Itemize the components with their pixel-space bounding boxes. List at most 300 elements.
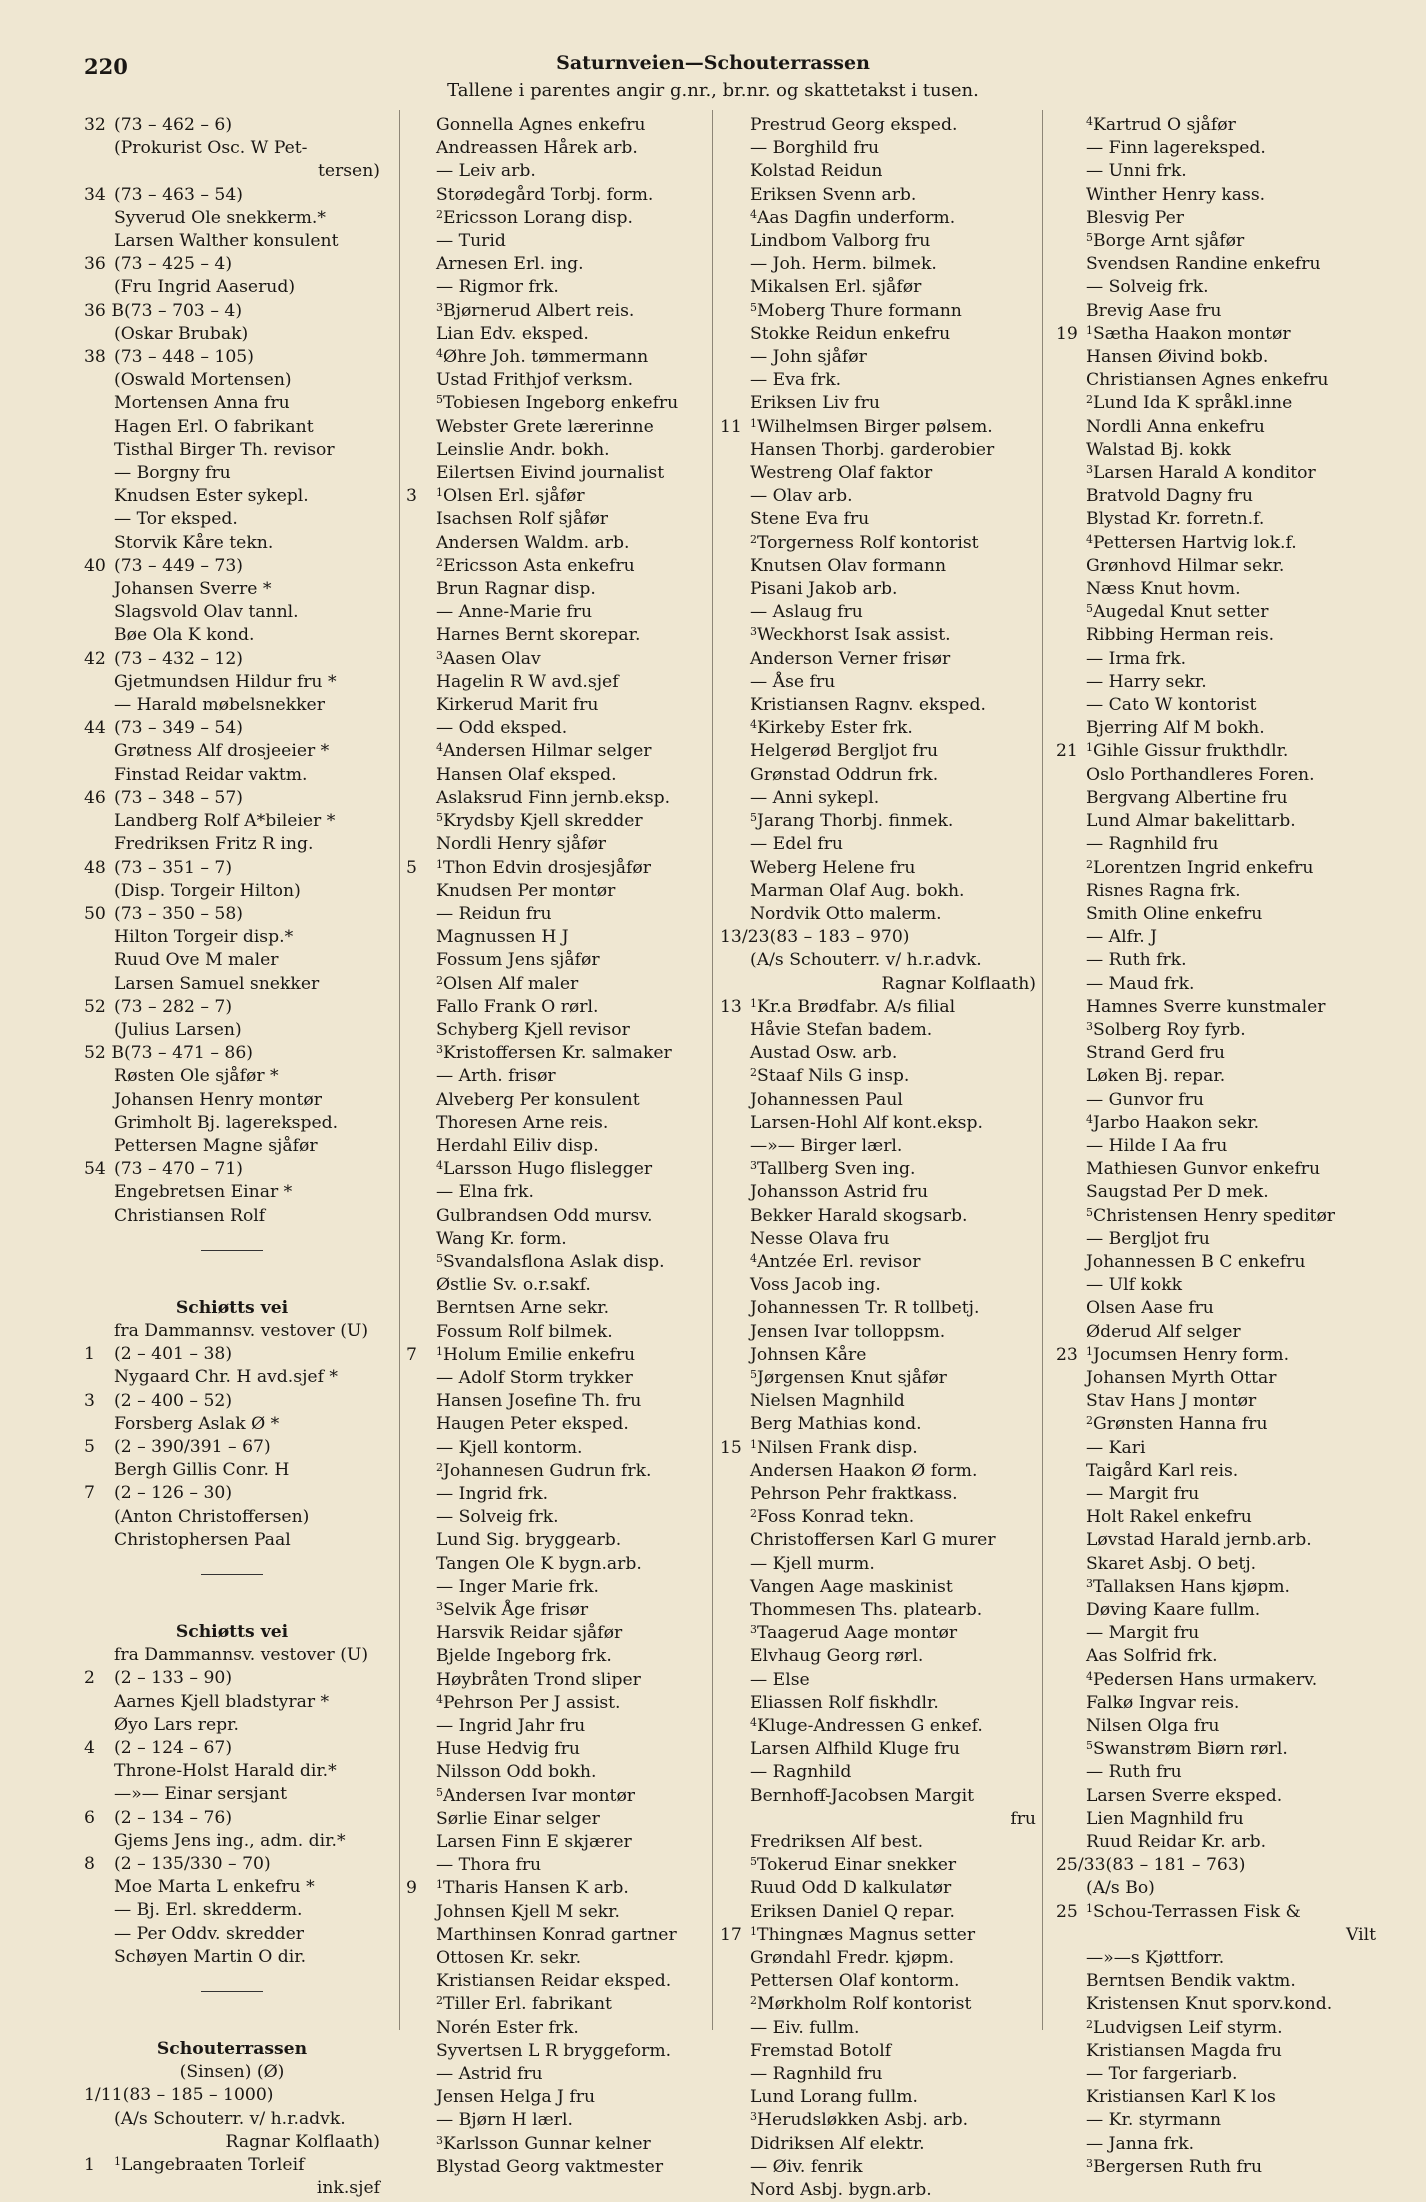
entry-text: Fremstad Botolf [750, 2040, 892, 2061]
resident-entry [720, 717, 1036, 740]
resident-entry [1056, 2086, 1376, 2109]
address-entry [1056, 1854, 1376, 1877]
resident-entry [406, 578, 698, 601]
entry-text: Foss Konrad tekn. [757, 1507, 915, 1528]
floor-number: 5 [1086, 1739, 1093, 1753]
entry-text: Lund Sig. bryggearb. [436, 1530, 622, 1551]
resident-entry [406, 160, 698, 183]
resident-entry [1056, 1692, 1376, 1715]
address-entry [84, 1158, 380, 1181]
resident-entry [1056, 2156, 1376, 2179]
floor-number: 2 [750, 532, 757, 546]
entry-line: (Prokurist Osc. W Pet- [114, 138, 308, 159]
entry-text: — Elna frk. [436, 1182, 534, 1203]
entry-text: Marman Olaf Aug. bokh. [750, 880, 965, 901]
entry-text: Aasen Olav [443, 648, 541, 669]
entry-text: (73 – 349 – 54) [114, 718, 243, 739]
address-entry [84, 1436, 380, 1459]
resident-entry [720, 578, 1036, 601]
entry-text: Norén Ester frk. [436, 2017, 579, 2038]
resident-entry [1056, 1529, 1376, 1552]
resident-entry [406, 903, 698, 926]
entry-text: Sørlie Einar selger [436, 1808, 600, 1829]
resident-entry [406, 137, 698, 160]
floor-number: 1 [1086, 323, 1093, 337]
resident-entry [406, 1065, 698, 1088]
resident-entry [720, 810, 1036, 833]
entry-text: Ericsson Asta enkefru [443, 555, 635, 576]
house-number: 3 [406, 486, 417, 507]
address-entry [84, 1482, 380, 1505]
entry-text: Pettersen Hartvig lok.f. [1093, 532, 1297, 553]
floor-number: 5 [436, 393, 443, 407]
entry-text: Kristoffersen Kr. salmaker [443, 1043, 672, 1064]
entry-text: Lund Ida K språkl.inne [1093, 393, 1293, 414]
house-number: 36 B [84, 300, 124, 321]
entry-text: Eliassen Rolf fiskhdlr. [750, 1692, 939, 1713]
resident-entry [720, 1483, 1036, 1506]
floor-number: 4 [750, 207, 757, 221]
resident-entry [406, 833, 698, 856]
resident-entry [406, 787, 698, 810]
resident-entry [1056, 1970, 1376, 1993]
entry-line: Christiansen Rolf [114, 1205, 266, 1226]
floor-number: 3 [1086, 1019, 1093, 1033]
resident-entry [720, 1019, 1036, 1042]
entry-text: Kirkerud Marit fru [436, 695, 599, 716]
entry-text: Berg Mathias kond. [750, 1414, 922, 1435]
entry-text: Isachsen Rolf sjåfør [436, 509, 609, 530]
resident-entry [1056, 624, 1376, 647]
resident-entry [406, 1019, 698, 1042]
resident-entry [720, 903, 1036, 926]
entry-text: Aslaksrud Finn jernb.eksp. [436, 787, 671, 808]
resident-entry [406, 973, 698, 996]
resident-entry [406, 1228, 698, 1251]
entry-text: Nilsen Frank disp. [757, 1437, 918, 1458]
resident-entry [1056, 926, 1376, 949]
entry-line: — Harald møbelsnekker [114, 695, 325, 716]
resident-entry [720, 857, 1036, 880]
entry-continuation: tersen) [317, 161, 380, 182]
entry-text: Pisani Jakob arb. [750, 579, 898, 600]
resident-entry [720, 1692, 1036, 1715]
page-subtitle: Tallene i parentes angir g.nr., br.nr. og skattetakst i tusen. [447, 80, 979, 101]
address-entry [84, 787, 380, 810]
entry-text: Gulbrandsen Odd mursv. [436, 1205, 653, 1226]
resident-entry [1056, 555, 1376, 578]
floor-number: 3 [750, 1159, 757, 1173]
resident-entry [720, 1112, 1036, 1135]
resident-entry [406, 1993, 698, 2016]
resident-entry [406, 1112, 698, 1135]
address-entry [84, 1042, 380, 1065]
entry-text: — Unni frk. [1086, 161, 1187, 182]
resident-entry [720, 160, 1036, 183]
house-number: 2 [84, 1668, 95, 1689]
address-entry [720, 996, 1036, 1019]
floor-number: 2 [436, 555, 443, 569]
resident-entry [406, 1808, 698, 1831]
spacer [84, 2015, 380, 2038]
address-entry [84, 2154, 380, 2177]
resident-entry [720, 114, 1036, 137]
resident-entry [720, 1761, 1036, 1784]
entry-text: — Edel fru [750, 834, 843, 855]
house-number: 38 [84, 347, 106, 368]
resident-entry [1056, 369, 1376, 392]
entry-text: Nielsen Magnhild [750, 1391, 905, 1412]
entry-text: Ericsson Lorang disp. [443, 207, 633, 228]
floor-number: 5 [750, 1367, 757, 1381]
resident-entry [720, 1947, 1036, 1970]
entry-text: Kristiansen Ragnv. eksped. [750, 695, 986, 716]
entry-text: Hansen Olaf eksped. [436, 764, 617, 785]
entry-text: (73 – 463 – 54) [114, 184, 243, 205]
resident-entry [406, 416, 698, 439]
resident-entry [406, 949, 698, 972]
entry-text: Olsen Erl. sjåfør [443, 486, 585, 507]
floor-number: 3 [436, 1043, 443, 1057]
floor-number: 3 [750, 625, 757, 639]
resident-entry [720, 1297, 1036, 1320]
entry-line: Bøe Ola K kond. [114, 625, 255, 646]
entry-text: (2 – 400 – 52) [114, 1390, 233, 1411]
entry-text: Kristiansen Reidar eksped. [436, 1971, 672, 1992]
entry-text: — Øiv. fenrik [750, 2156, 863, 2177]
resident-entry [1056, 857, 1376, 880]
entry-text: Aas Solfrid frk. [1086, 1646, 1218, 1667]
resident-entry [406, 2109, 698, 2132]
resident-entry [720, 2040, 1036, 2063]
entry-text: Austad Osw. arb. [750, 1043, 898, 1064]
entry-text: — Turid [436, 231, 506, 252]
resident-entry [720, 508, 1036, 531]
floor-number: 2 [750, 1994, 757, 2008]
entry-text: Tiller Erl. fabrikant [443, 1994, 612, 2015]
entry-text: Oslo Porthandleres Foren. [1086, 764, 1315, 785]
entry-text: Aas Dagfin underform. [757, 207, 956, 228]
entry-text: Fossum Rolf bilmek. [436, 1321, 613, 1342]
resident-entry [1056, 1065, 1376, 1088]
floor-number: 1 [436, 857, 443, 871]
entry-text: Pedersen Hans urmakerv. [1093, 1669, 1318, 1690]
entry-text: Staaf Nils G insp. [757, 1066, 910, 1087]
directory-columns [84, 114, 1376, 2201]
address-entry [720, 416, 1036, 439]
resident-entry [720, 253, 1036, 276]
resident-entry [720, 1970, 1036, 1993]
resident-entry [720, 2086, 1036, 2109]
entry-text: — Margit fru [1086, 1483, 1200, 1504]
entry-text: Ruud Odd D kalkulatør [750, 1878, 952, 1899]
resident-entry [1056, 973, 1376, 996]
entry-text: — Ingrid Jahr fru [436, 1716, 586, 1737]
floor-number: 1 [436, 486, 443, 500]
entry-text: Walstad Bj. kokk [1086, 439, 1231, 460]
entry-continuation: fru [1010, 1808, 1036, 1829]
entry-text: Kristiansen Karl K los [1086, 2087, 1276, 2108]
entry-text: Andersen Haakon Ø form. [750, 1460, 978, 1481]
entry-text: — Eiv. fullm. [750, 2017, 860, 2038]
entry-line: Larsen Walther konsulent [114, 231, 339, 252]
address-entry [720, 1437, 1036, 1460]
resident-entry [1056, 462, 1376, 485]
house-number: 7 [406, 1344, 417, 1365]
resident-entry [720, 300, 1036, 323]
floor-number: 2 [750, 1066, 757, 1080]
house-number: 11 [720, 416, 742, 437]
entry-text: Håvie Stefan badem. [750, 1019, 933, 1040]
resident-entry [1056, 833, 1376, 856]
entry-text: Syvertsen L R bryggeform. [436, 2040, 672, 2061]
address-entry [84, 300, 380, 323]
entry-text: Voss Jacob ing. [750, 1275, 881, 1296]
address-entry [84, 1853, 380, 1876]
entry-text: Winther Henry kass. [1086, 184, 1266, 205]
entry-text: Eriksen Liv fru [750, 393, 880, 414]
entry-text: Døving Kaare fullm. [1086, 1600, 1261, 1620]
house-number: 54 [84, 1159, 106, 1180]
floor-number: 5 [750, 1855, 757, 1869]
entry-text: Thingnæs Magnus setter [757, 1924, 976, 1945]
entry-continuation: Ragnar Kolflaath) [881, 973, 1036, 994]
resident-entry [406, 1645, 698, 1668]
resident-entry [406, 1205, 698, 1228]
resident-entry [720, 671, 1036, 694]
house-number: 8 [84, 1854, 95, 1875]
resident-entry [1056, 114, 1376, 137]
house-number: 34 [84, 184, 106, 205]
resident-entry [720, 1042, 1036, 1065]
entry-text: Østlie Sv. o.r.sakf. [436, 1275, 591, 1296]
floor-number: 5 [1086, 231, 1093, 245]
entry-text: — Tor fargeriarb. [1086, 2064, 1238, 2085]
house-number: 44 [84, 718, 106, 739]
entry-text: Leinslie Andr. bokh. [436, 439, 610, 460]
entry-text: — Adolf Storm trykker [436, 1367, 633, 1388]
house-number: 17 [720, 1924, 742, 1945]
entry-text: Wilhelmsen Birger pølsem. [757, 416, 993, 437]
address-entry [84, 184, 380, 207]
entry-text: Lorentzen Ingrid enkefru [1093, 857, 1314, 878]
entry-text: Mørkholm Rolf kontorist [757, 1994, 972, 2015]
house-number: 19 [1056, 323, 1078, 344]
resident-entry [406, 926, 698, 949]
entry-text: — Anne-Marie fru [436, 602, 593, 623]
resident-entry [406, 508, 698, 531]
entry-text: Marthinsen Konrad gartner [436, 1924, 677, 1945]
entry-text: Saugstad Per D mek. [1086, 1182, 1269, 1203]
house-number: 7 [84, 1483, 95, 1504]
resident-entry [720, 2179, 1036, 2202]
section-rule [84, 1969, 380, 2015]
resident-entry [406, 2086, 698, 2109]
entry-line: Grimholt Bj. lagereksped. [114, 1112, 339, 1133]
entry-text: (73 – 350 – 58) [114, 903, 243, 924]
address-entry [84, 1667, 380, 1690]
floor-number: 4 [1086, 115, 1093, 128]
entry-text: (2 – 126 – 30) [114, 1483, 233, 1504]
entry-text: (2 – 135/330 – 70) [114, 1854, 271, 1875]
entry-text: Langebraaten Torleif [121, 2155, 305, 2176]
entry-text: Tallaksen Hans kjøpm. [1093, 1576, 1291, 1597]
resident-entry [720, 1529, 1036, 1552]
resident-entry [1056, 1831, 1376, 1854]
entry-text: Larsen Harald A konditor [1093, 463, 1316, 484]
entry-line: Moe Marta L enkefru * [114, 1877, 315, 1898]
entry-text: Hamnes Sverre kunstmaler [1086, 996, 1326, 1017]
resident-entry [406, 1738, 698, 1761]
entry-text: — Odd eksped. [436, 718, 568, 739]
resident-entry [406, 2063, 698, 2086]
resident-entry [1056, 880, 1376, 903]
resident-entry [406, 2017, 698, 2040]
entry-text: Næss Knut hovm. [1086, 579, 1241, 600]
resident-entry [720, 2156, 1036, 2179]
resident-entry [406, 1529, 698, 1552]
resident-entry [720, 1274, 1036, 1297]
floor-number: 1 [1086, 741, 1093, 755]
entry-text: Jensen Helga J fru [436, 2087, 596, 2108]
entry-text: Bernhoff-Jacobsen Margit [750, 1785, 975, 1806]
resident-entry [406, 2156, 698, 2179]
entry-text: Johansson Astrid fru [750, 1182, 929, 1203]
resident-entry [720, 1390, 1036, 1413]
floor-number: 2 [750, 1507, 757, 1521]
resident-entry [1056, 253, 1376, 276]
entry-line: Hagen Erl. O fabrikant [114, 416, 314, 437]
entry-text: Knudsen Per montør [436, 880, 616, 901]
page-number: 220 [84, 54, 128, 79]
floor-number: 3 [1086, 463, 1093, 477]
entry-text: — Astrid fru [436, 2064, 543, 2085]
floor-number: 3 [1086, 1576, 1093, 1590]
resident-entry [1056, 2040, 1376, 2063]
entry-text: —»—s Kjøttforr. [1086, 1948, 1225, 1969]
resident-entry [720, 462, 1036, 485]
entry-text: (2 – 133 – 90) [114, 1668, 233, 1689]
resident-entry [1056, 276, 1376, 299]
resident-entry [406, 671, 698, 694]
resident-entry [406, 717, 698, 740]
resident-entry [720, 601, 1036, 624]
resident-entry [406, 1669, 698, 1692]
resident-entry [720, 624, 1036, 647]
resident-entry [1056, 1645, 1376, 1668]
entry-text: Holt Rakel enkefru [1086, 1507, 1252, 1528]
entry-text: (73 – 471 – 86) [123, 1043, 253, 1064]
resident-entry [720, 1413, 1036, 1436]
resident-entry [720, 1854, 1036, 1877]
entry-text: — Anni sykepl. [750, 787, 880, 808]
resident-entry [406, 1854, 698, 1877]
entry-text: Høybråten Trond sliper [436, 1669, 641, 1690]
resident-entry [406, 369, 698, 392]
resident-entry [1056, 346, 1376, 369]
floor-number: 5 [750, 300, 757, 314]
resident-entry [720, 532, 1036, 555]
address-entry [1056, 1901, 1376, 1924]
address-entry [1056, 323, 1376, 346]
resident-entry [406, 1413, 698, 1436]
entry-text: —»— Birger lærl. [750, 1135, 903, 1156]
floor-number: 3 [1086, 2156, 1093, 2170]
entry-text: — Åse fru [750, 671, 836, 692]
resident-entry [406, 1367, 698, 1390]
entry-text: — Kari [1086, 1437, 1146, 1458]
entry-line: (Fru Ingrid Aaserud) [114, 277, 296, 298]
resident-entry [1056, 1483, 1376, 1506]
entry-line: Slagsvold Olav tannl. [114, 602, 299, 623]
entry-text: Gihle Gissur frukthdlr. [1093, 741, 1289, 762]
entry-text: Kartrud O sjåfør [1093, 115, 1236, 135]
resident-entry [720, 1506, 1036, 1529]
entry-text: Jensen Ivar tolloppsm. [750, 1321, 946, 1342]
resident-entry [1056, 1599, 1376, 1622]
entry-line: —»— Einar sersjant [114, 1784, 287, 1805]
entry-text: Larsson Hugo flislegger [443, 1159, 653, 1180]
entry-line: — Borgny fru [114, 463, 231, 484]
entry-text: Nordvik Otto malerm. [750, 903, 942, 924]
entry-text: Blystad Georg vaktmester [436, 2156, 664, 2177]
resident-entry [720, 555, 1036, 578]
resident-entry [720, 1553, 1036, 1576]
entry-line: — Per Oddv. skredder [114, 1923, 305, 1944]
entry-line: Ruud Ove M maler [114, 950, 279, 971]
floor-number: 4 [750, 1251, 757, 1265]
entry-text: Grønsten Hanna fru [1093, 1414, 1268, 1435]
entry-text: Taigård Karl reis. [1086, 1460, 1239, 1481]
resident-entry [1056, 1622, 1376, 1645]
house-number: 15 [720, 1437, 742, 1458]
entry-text: — Kjell kontorm. [436, 1437, 583, 1458]
address-entry [84, 2084, 380, 2107]
resident-entry [406, 253, 698, 276]
entry-text: Mathiesen Gunvor enkefru [1086, 1159, 1321, 1180]
entry-text: — Eva frk. [750, 370, 842, 391]
entry-text: — Ruth fru [1086, 1762, 1182, 1783]
entry-text: (83 – 181 – 763) [1105, 1855, 1246, 1876]
resident-entry [406, 1135, 698, 1158]
resident-entry [720, 2017, 1036, 2040]
entry-text: Hansen Thorbj. garderobier [750, 439, 995, 460]
resident-entry [406, 1251, 698, 1274]
entry-text: Larsen-Hohl Alf kont.eksp. [750, 1112, 983, 1133]
entry-text: (73 – 351 – 7) [114, 857, 233, 878]
resident-entry [1056, 1553, 1376, 1576]
house-number: 1/11 [84, 2085, 123, 2106]
resident-entry [1056, 184, 1376, 207]
entry-text: Fossum Jens sjåfør [436, 950, 600, 971]
entry-line: Tisthal Birger Th. revisor [114, 439, 335, 460]
entry-text: Løken Bj. repar. [1086, 1066, 1226, 1087]
resident-entry [1056, 1390, 1376, 1413]
entry-text: Skaret Asbj. O betj. [1086, 1553, 1257, 1574]
entry-text: Moberg Thure formann [757, 300, 962, 321]
entry-text: Kr.a Brødfabr. A/s filial [757, 996, 956, 1017]
entry-text: — Alfr. J [1086, 927, 1158, 948]
entry-text: Johnsen Kjell M sekr. [436, 1901, 620, 1922]
entry-text: Swanstrøm Biørn rørl. [1093, 1739, 1288, 1760]
address-entry [406, 857, 698, 880]
entry-text: Johannessen Paul [750, 1089, 903, 1110]
resident-entry [1056, 1019, 1376, 1042]
resident-entry [406, 1692, 698, 1715]
entry-text: Andersen Hilmar selger [443, 741, 652, 762]
resident-entry [406, 648, 698, 671]
floor-number: 1 [750, 416, 757, 430]
